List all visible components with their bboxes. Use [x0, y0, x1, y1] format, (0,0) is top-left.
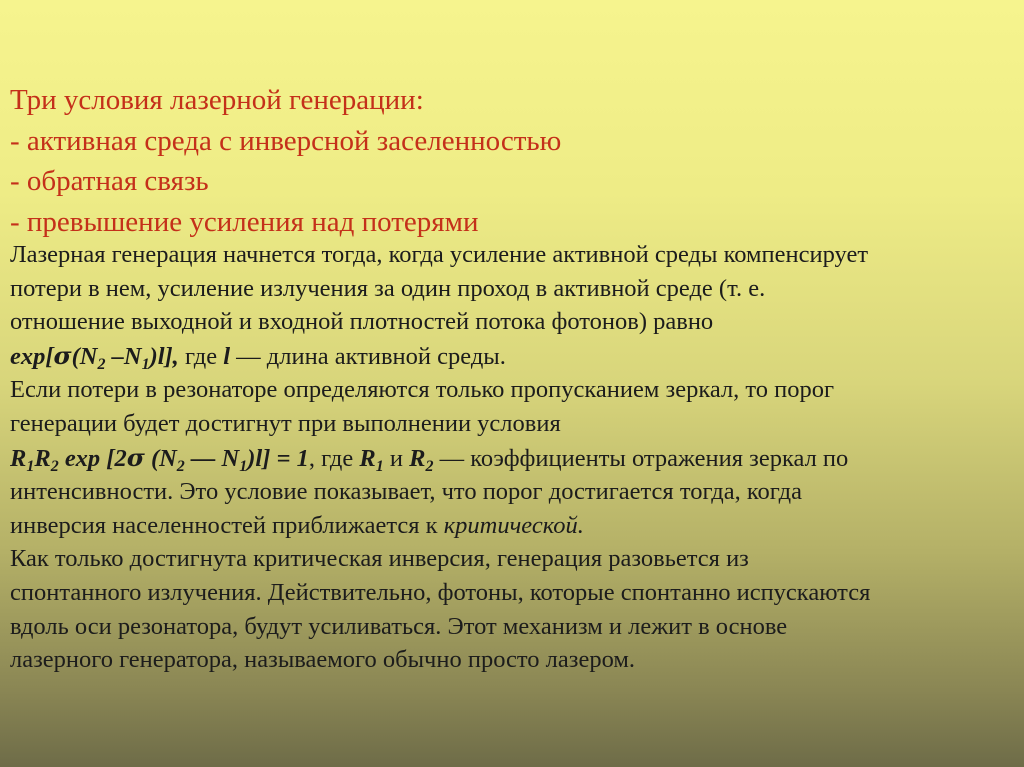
critical-word: критической. — [443, 511, 584, 539]
p2-formula-line: $R_1R_2$ exp [2σ ($N_2$ — $N_1)l] = 1$, где $R_1$ и $R_2$ — коэффициенты отражения зеркал по — [10, 442, 849, 475]
p2-line-1: Если потери в резонаторе определяются только пропусканием зеркал, то порог — [10, 376, 835, 404]
formula-threshold: $R_1R_2$ exp [2σ ($N_2$ — $N_1)l] = 1$ — [10, 442, 309, 475]
formula-exp: $\exp[\sigma(N_2$ $-N_1)l$], — [10, 340, 179, 373]
sigma-symbol: σ — [126, 442, 145, 472]
p1-formula-line: $\exp[\sigma(N_2$ $-N_1)l$], где l — длина активной среды. — [10, 340, 506, 373]
condition-item-3: - превышение усиления над потерями — [10, 205, 479, 238]
p2-line-4: интенсивности. Это условие показывает, что порог достигается тогда, когда — [10, 478, 802, 506]
condition-item-2: - обратная связь — [10, 165, 209, 197]
slide-content — [10, 80, 1018, 677]
p2-line-5: инверсия населенностей приближается к критической. — [10, 511, 584, 539]
p1-line-2: потери в нем, усиление излучения за один проход в активной среде (т. е. — [10, 274, 766, 302]
conditions-title: Три условия лазерной генерации: — [10, 84, 424, 116]
p3-line-2: спонтанного излучения. Действительно, фотоны, которые спонтанно испускаются — [10, 578, 871, 606]
p2-line-2: генерации будет достигнут при выполнении условия — [10, 409, 561, 437]
condition-item-1: - активная среда с инверсной заселенностью — [10, 124, 562, 157]
p1-line-1: Лазерная генерация начнется тогда, когда усиление активной среды компенсирует — [10, 241, 869, 268]
p3-line-1: Как только достигнута критическая инверсия, генерация разовьется из — [10, 545, 749, 573]
p3-line-3: вдоль оси резонатора, будут усиливаться. Этот механизм и лежит в основе — [10, 612, 788, 640]
sigma-symbol: σ — [53, 340, 72, 370]
p3-line-4: лазерного генератора, называемого обычно просто лазером. — [10, 646, 636, 674]
p1-line-3: отношение выходной и входной плотностей потока фотонов) равно — [10, 308, 714, 336]
